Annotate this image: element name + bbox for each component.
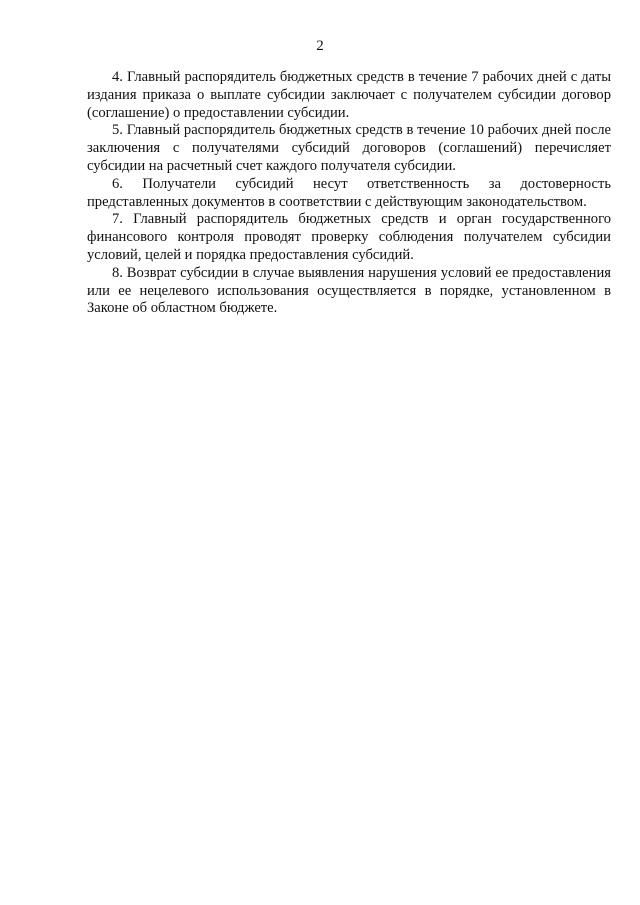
paragraph-4: 4. Главный распорядитель бюджетных средств в течение 7 рабочих дней с даты издания приказа о выплате субсидии заключает с получателем субсидии договор (соглашение) о предоставлении субсидии. — [87, 69, 611, 121]
paragraph-8: 8. Возврат субсидии в случае выявления нарушения условий ее предоставления или ее нецелевого использования осуществляется в порядке, установленном в Законе об областном бюджете. — [87, 264, 611, 317]
paragraph-7: 7. Главный распорядитель бюджетных средств и орган государственного финансового контроля проводят проверку соблюдения получателем субсидии условий, целей и порядка предоставления субсидий. — [87, 211, 611, 263]
document-body — [87, 69, 611, 318]
page-number: 2 — [316, 38, 324, 54]
paragraph-5: 5. Главный распорядитель бюджетных средств в течение 10 рабочих дней после заключения с получателями субсидий договоров (соглашений) перечисляет субсидии на расчетный счет каждого получателя субсидии. — [87, 122, 611, 174]
paragraph-6: 6. Получатели субсидий несут ответственность за достоверность представленных документов в соответствии с действующим законодательством. — [87, 175, 611, 210]
